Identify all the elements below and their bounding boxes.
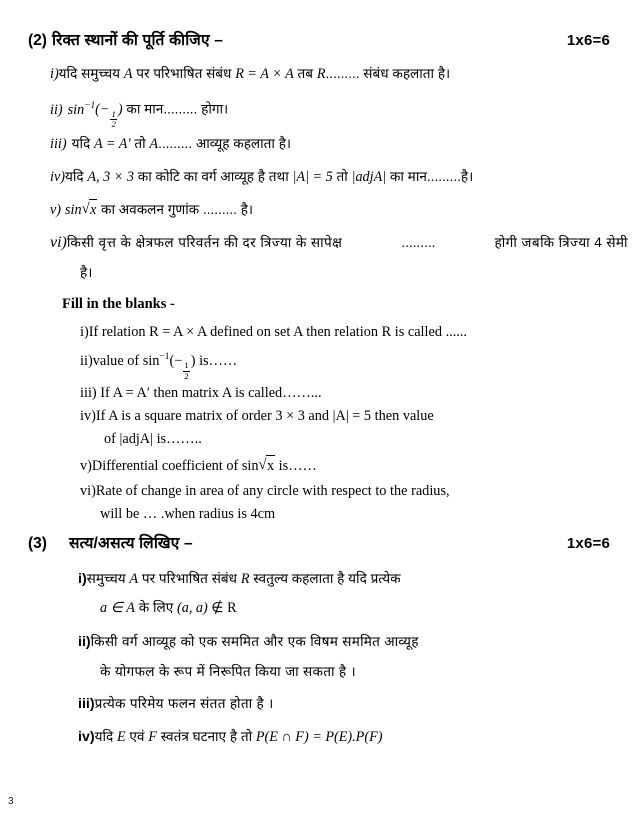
q2-en-item-4-line2 (104, 429, 202, 450)
q2-hi-item-2-fn: sin (67, 101, 85, 118)
q2-hi-item-6-line2: है। (80, 265, 93, 280)
q2-en-item-2-exponent: −1 (159, 352, 170, 362)
q3-item-1-math-b: R (240, 571, 250, 587)
q3-item-1-mid: पर परिभाषित संबंध (138, 571, 241, 586)
q3-item-1-line2-mid: के लिए (134, 600, 177, 615)
q2-hindi-item-3 (50, 134, 622, 155)
q3-item-2 (78, 632, 618, 653)
q3-item-4-marker: iv) (78, 729, 95, 745)
q2-hi-item-3-math-a: A = A′ (93, 136, 131, 152)
q2-hi-item-3-marker: iii) (50, 136, 67, 152)
q3-item-4-mid-a: एवं (125, 729, 149, 744)
question-3-heading (28, 531, 610, 553)
q2-en-item-1-blank: ...... (445, 324, 468, 340)
q2-en-item-1-pre: If relation (88, 324, 150, 340)
q2-hindi-item-1 (50, 64, 622, 85)
fill-in-the-blanks-heading: Fill in the blanks - (62, 296, 175, 312)
q3-item-2-line1: किसी वर्ग आव्यूह को एक सममित और एक विषम सममित आव्यूह (90, 634, 419, 649)
q2-hi-item-1-math-a: A (123, 66, 133, 82)
q2-english-item-5 (80, 455, 620, 477)
question-3-title: सत्य/असत्य लिखिए – (68, 535, 193, 552)
q2-hi-item-3-blank: ......... (158, 136, 193, 151)
q2-hi-item-2-frac-numerator: 1 (111, 109, 116, 120)
q2-en-item-2-pre: value of (92, 352, 143, 369)
q2-en-item-6-marker: vi) (80, 483, 96, 499)
q2-en-item-3-blank: ……... (282, 385, 322, 401)
q3-item-4 (78, 727, 618, 748)
q3-item-2-marker: ii) (78, 634, 91, 650)
q2-hi-item-1-marker: i) (50, 66, 59, 82)
q2-en-item-5-blank: …… (288, 458, 317, 474)
question-2-heading (28, 28, 610, 50)
q2-en-item-5-mid: is (275, 458, 289, 474)
q2-hindi-item-4 (50, 167, 628, 188)
q2-en-item-2-blank: …… (208, 352, 238, 369)
page-number: 3 (8, 796, 14, 807)
q2-hi-item-2-marker: ii) (50, 101, 63, 118)
q2-hi-item-2-open: (− (95, 101, 110, 118)
q2-hi-item-3-math-b: A (149, 136, 159, 152)
q2-hi-item-2-blank: ......... (163, 101, 198, 117)
q2-hi-item-3-pre: यदि (71, 136, 94, 151)
q2-hi-item-2-frac-denominator: 2 (111, 119, 116, 130)
q2-en-item-2-fn: sin (142, 352, 160, 369)
q2-en-item-4-marker: iv) (80, 408, 96, 424)
q2-en-item-1-math: R = A × A (149, 324, 207, 340)
q2-en-item-1-marker: i) (80, 324, 89, 340)
q2-hi-item-4-mid-a: का कोटि का वर्ग आव्यूह है तथा (134, 169, 293, 184)
q3-item-4-math-b: F (148, 729, 157, 745)
q2-en-item-4-blank: …….. (166, 431, 202, 447)
q2-hindi-item-2 (50, 99, 622, 129)
question-2-marks: 1x6=6 (566, 32, 610, 49)
q2-en-item-3-mid: then matrix A is called (149, 385, 283, 401)
q3-item-4-math-a: E (116, 729, 126, 745)
q2-hindi-item-6 (50, 231, 628, 255)
q2-hi-item-3-post: आव्यूह कहलाता है। (192, 136, 292, 151)
q2-hi-item-6-marker: vi) (50, 234, 67, 251)
q2-hi-item-4-blank: ......... (426, 169, 461, 184)
q2-hi-item-4-math-c: |adjA| (351, 169, 387, 185)
q2-hi-item-5-marker: v) (50, 202, 62, 218)
q2-hi-item-2-post: होगा। (197, 101, 229, 117)
q3-item-3 (78, 694, 618, 715)
question-3-marks: 1x6=6 (566, 535, 610, 552)
q3-item-4-pre: यदि (94, 729, 117, 744)
q3-item-1-marker: i) (78, 571, 87, 587)
q2-hi-item-1-math-b: R = A × A (235, 66, 294, 82)
q3-item-1-line2-post: ∉ R (207, 600, 237, 616)
question-2-number: (2) (28, 32, 47, 49)
q2-en-item-2-mid: is (195, 352, 209, 369)
q2-hi-item-5-post: है। (236, 202, 254, 217)
q2-en-item-4-line1: If A is a square matrix of order 3 × 3 and |A| = 5 then value (95, 408, 434, 424)
q2-hi-item-4-post: है। (460, 169, 474, 184)
q2-hi-item-4-pre: यदि (64, 169, 88, 184)
question-3-number: (3) (28, 535, 47, 552)
q2-en-item-3-pre: If A = A′ (96, 385, 150, 401)
q2-hi-item-1-pre: यदि समुच्चय (58, 66, 124, 81)
q2-hindi-item-5 (50, 199, 622, 221)
q2-en-item-2-frac-denominator: 2 (184, 370, 189, 381)
q2-en-item-6-line2: will be … .when radius is 4cm (100, 506, 276, 522)
q2-hi-item-5-mid: का अवकलन गुणांक (97, 202, 203, 217)
q3-item-1-line2-math-a: a ∈ A (100, 600, 135, 616)
q2-en-item-2-close: ) (190, 352, 196, 369)
q2-hi-item-6-post: होगी जबकि त्रिज्या 4 सेमी (494, 235, 628, 250)
q3-item-3-marker: iii) (78, 696, 95, 712)
q2-hi-item-1-post: संबंध कहलाता है। (359, 66, 451, 81)
q3-item-2-line2: के योगफल के रूप में निरूपित किया जा सकता है । (100, 664, 356, 679)
q2-hi-item-5-radicand: x (89, 199, 97, 221)
q2-hi-item-5-fn: sin (65, 202, 82, 218)
q3-item-1 (78, 569, 618, 590)
q2-en-item-5-sqrt (259, 455, 276, 477)
q2-en-item-2-frac-numerator: 1 (184, 360, 189, 371)
q2-hi-item-2-mid: का मान (122, 101, 164, 117)
q2-en-item-2-marker: ii) (80, 352, 93, 369)
q2-hi-item-6-pre: किसी वृत्त के क्षेत्रफल परिवर्तन की दर त्रिज्या के सापेक्ष (66, 235, 343, 250)
q2-en-item-5-radicand: x (266, 455, 275, 477)
q2-hi-item-6-blank: ......... (401, 235, 436, 250)
q2-hi-item-4-mid-b: तो (332, 169, 352, 184)
q3-item-1-line2-math-b: (a, a) (177, 600, 208, 616)
q2-english-item-1 (80, 322, 620, 343)
q3-item-1-pre: समुच्चय (86, 571, 130, 586)
q3-item-1-math-a: A (129, 571, 139, 587)
q2-hi-item-1-mid-b: तब (293, 66, 317, 81)
q2-english-item-2 (80, 350, 620, 381)
q2-en-item-4-line2-text: of |adjA| is (104, 431, 167, 447)
q2-hi-item-4-marker: iv) (50, 169, 65, 185)
q2-english-item-6 (80, 481, 620, 502)
q2-hi-item-4-mid-c: का मान (386, 169, 427, 184)
q2-hi-item-3-mid: तो (130, 136, 150, 151)
q2-hi-item-1-math-c: R (316, 66, 326, 82)
q2-hi-item-2-exponent: −1 (84, 101, 96, 111)
q3-item-4-math-c: P(E ∩ F) = P(E).P(F) (255, 729, 383, 745)
q2-hi-item-1-mid-a: पर परिभाषित संबंध (132, 66, 236, 81)
q2-hi-item-2-fraction (110, 110, 116, 129)
q2-en-item-5-pre: Differential coefficient of sin (91, 458, 259, 474)
q2-hi-item-5-blank: ......... (202, 202, 237, 217)
q2-en-item-5-marker: v) (80, 458, 92, 474)
q2-en-item-2-open: (− (169, 352, 183, 369)
q2-en-item-3-marker: iii) (80, 385, 97, 401)
q2-english-item-4 (80, 406, 620, 427)
q3-item-1-line2 (100, 598, 620, 619)
q2-en-item-1-mid: defined on set A then relation R is called (206, 324, 446, 340)
q2-en-item-6-line1: Rate of change in area of any circle with respect to the radius, (95, 483, 450, 499)
question-2-title: रिक्त स्थानों की पूर्ति कीजिए – (51, 32, 224, 49)
q2-hi-item-5-sqrt (82, 199, 98, 221)
q2-english-item-3 (80, 383, 620, 404)
q2-hi-item-2-close: ) (117, 101, 123, 118)
q3-item-3-line1: प्रत्येक परिमेय फलन संतत होता है । (94, 696, 274, 711)
q2-hi-item-4-math-a: A, 3 × 3 (87, 169, 134, 185)
q2-hi-item-1-blank: ......... (325, 66, 360, 81)
q2-hi-item-4-math-b: |A| = 5 (292, 169, 333, 185)
q3-item-4-mid-b: स्वतंत्र घटनाए है तो (156, 729, 256, 744)
q3-item-1-post: स्वतुल्य कहलाता है यदि प्रत्येक (249, 571, 401, 586)
q2-en-item-2-fraction (183, 361, 189, 380)
